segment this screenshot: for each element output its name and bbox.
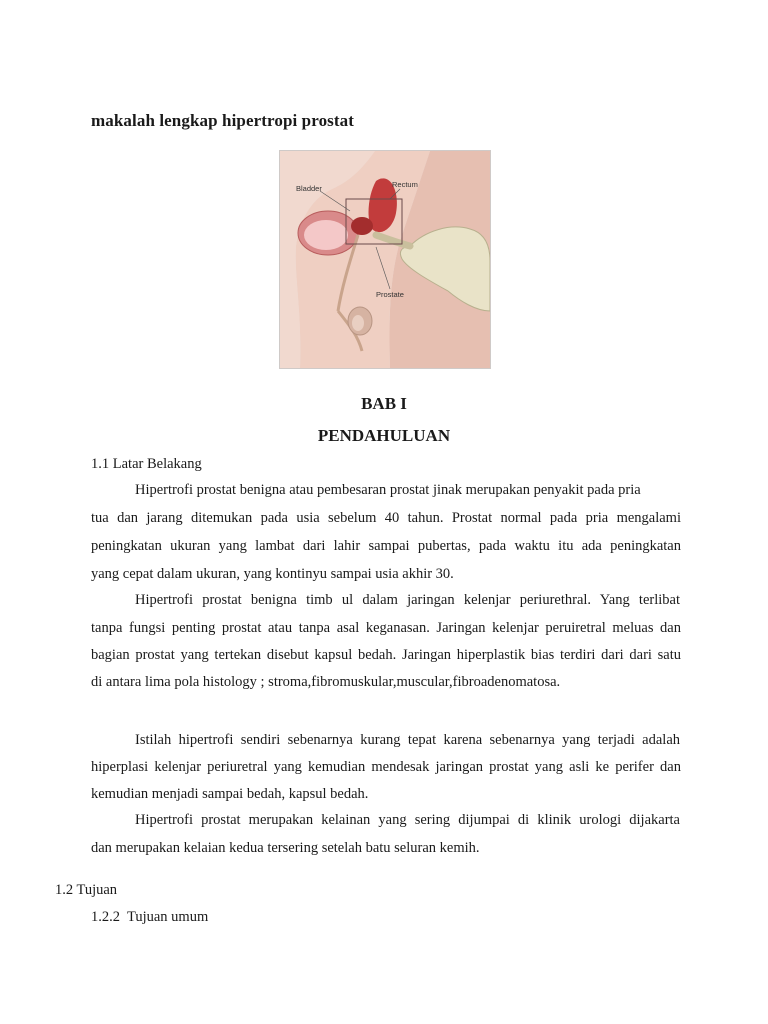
anatomy-illustration [280, 151, 490, 368]
paragraph-1-line-3: peningkatan ukuran yang lambat dari lahir sampai pubertas, pada waktu itu ada peningkatan [91, 538, 681, 554]
prostate-label: Prostate [376, 290, 404, 299]
paragraph-3-line-3: kemudian menjadi sampai bedah, kapsul bedah. [91, 786, 369, 802]
document-title: makalah lengkap hipertropi prostat [91, 111, 355, 130]
chapter-title: PENDAHULUAN [317, 426, 451, 445]
paragraph-line-text: Hipertrofi prostat benigna atau pembesaran prostat jinak merupakan penyakit pada pria [135, 482, 641, 498]
prostate-anatomy-figure [279, 150, 491, 369]
section-1-2-2-heading: 1.2.2 Tujuan umum [91, 909, 209, 925]
paragraph-3-line-1: Istilah hipertrofi sendiri sebenarnya kurang tepat karena sebenarnya yang terjadi adalah [135, 732, 680, 748]
rectum-label: Rectum [392, 180, 418, 189]
paragraph-1-line-4: yang cepat dalam ukuran, yang kontinyu sampai usia akhir 30. [91, 566, 454, 582]
paragraph-1-line-2: tua dan jarang ditemukan pada usia sebelum 40 tahun. Prostat normal pada pria mengalami [91, 510, 681, 526]
section-1-2-heading: 1.2 Tujuan [55, 882, 118, 898]
paragraph-1-line-1 [135, 482, 680, 499]
paragraph-2-line-1: Hipertrofi prostat benigna timb ul dalam jaringan kelenjar periurethral. Yang terlibat [135, 592, 680, 608]
paragraph-3-line-2: hiperplasi kelenjar periuretral yang kemudian mendesak jaringan prostat yang asli ke perifer dan [91, 759, 681, 775]
section-1-1-heading: 1.1 Latar Belakang [91, 456, 202, 472]
chapter-number: BAB I [361, 394, 407, 413]
paragraph-4-line-2: dan merupakan kelaian kedua tersering setelah batu seluran kemih. [91, 840, 480, 856]
paragraph-2-line-2: tanpa fungsi penting prostat atau tanpa asal keganasan. Jaringan kelenjar peruiretral meluas dan [91, 620, 681, 636]
paragraph-2-line-3: bagian prostat yang tertekan disebut kapsul bedah. Jaringan hiperplastik bias terdiri dari dari satu [91, 647, 681, 663]
paragraph-2-line-4: di antara lima pola histology ; stroma,fibromuskular,muscular,fibroadenomatosa. [91, 674, 561, 690]
paragraph-4-line-1: Hipertrofi prostat merupakan kelainan yang sering dijumpai di klinik urologi dijakarta [135, 812, 680, 828]
bladder-label: Bladder [296, 184, 322, 193]
